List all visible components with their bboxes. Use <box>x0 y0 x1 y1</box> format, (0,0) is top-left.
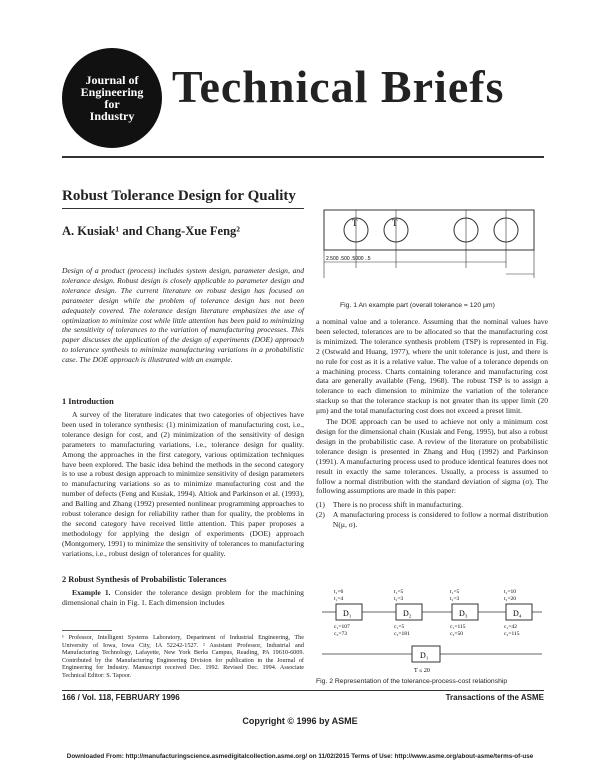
tol-annotation: t₁=6 <box>334 589 344 595</box>
section-heading-robust: 2 Robust Synthesis of Probabilistic Tolerances <box>62 575 227 584</box>
copyright: Copyright © 1996 by ASME <box>242 716 358 726</box>
cost-annotation: c₂=181 <box>394 631 410 637</box>
figure-2-caption: Fig. 2 Representation of the tolerance-process-cost relationship <box>316 678 508 685</box>
footnotes: ¹ Professor, Intelligent Systems Laboratory, Department of Industrial Engineering, The University of Iowa, Iowa City, IA 52242-1527. ² Assistant Professor, Industrial and Manufacturing Technology, Lafayette, New York Berks Campus, Reading, PA 19610-6009. Contributed by the Manufacturing Engineering Division for publication in the Journal of Engineering for Industry. Manuscript received Dec. 1992. Revised Dec. 1994. Associate Technical Editor: S. Tapoor. <box>62 634 304 679</box>
assumption-text: There is no process shift in manufacturing. <box>332 500 463 510</box>
assumption-item <box>316 500 548 510</box>
cost-annotation: c₂=50 <box>450 631 463 637</box>
example-label: Example 1. <box>72 588 111 597</box>
assumption-number: (2) <box>316 510 325 520</box>
example-text: Consider the tolerance design problem for the machining dimensional chain in Fig. 1. Each dimension includes <box>62 588 304 607</box>
intro-paragraph: A survey of the literature indicates that two categories of objectives have been used in tolerance synthesis: (1) minimization of manufacturing cost, i.e., tolerance design for cost, and (2) minimization of the sensitivity of design parameters to manufacturing variations, i.e., tolerance design for quality. Among the approaches in the first category, various optimization techniques have been explored. The basic idea behind the methods in the second category is to use a robust design approach to minimize sensitivity of design parameters to manufacturing variations so as to minimize manufacturing cost and the number of defects (Feng and Kusiak, 1994). Altiok and Parkinson et al. (1993), and Balling and Zhang (1992) presented nonlinear programming approaches to robust tolerance design for reliability rather than for quality, the problems in the second category have received little attention. This paper proposes a methodology for applying the design of experiments (DOE) approach (Montgomery, 1991) to minimize the sensitivity of tolerances to manufacturing variations, i.e., robust design of tolerances for quality. <box>62 410 304 558</box>
journal-line: Industry <box>89 109 135 123</box>
right-paragraph-1: a nominal value and a tolerance. Assuming that the nominal values have been selected, tolerances are to be allocated so that the manufacturing cost is minimized. The tolerance synthesis problem (TSP) is represented in Fig. 2 (Ostwald and Huang, 1977), where the unit tolerance is just, and there is no rule for cost as it is a relative value. The value of a tolerance depends on a machining process. Charts containing tolerance and manufacturing cost data are generally available (Feng, 1968). The robust TSP is to assign a tolerance to each dimension to minimize the variation of the tolerance stackup so that the tolerance stackup is not greater than its upper limit (20 μm) and the total manufacturing cost does not exceed a preset limit. <box>316 317 548 416</box>
footnote-rule <box>62 630 112 631</box>
figure-1-part-drawing <box>316 196 548 296</box>
section-2 <box>62 574 304 608</box>
figure-2-diagram <box>316 586 548 676</box>
footer-volume: 166 / Vol. 118, FEBRUARY 1996 <box>62 693 180 702</box>
header-rule <box>62 156 544 158</box>
total-label: T ≤ 20 <box>414 668 430 674</box>
right-column-text <box>316 317 548 530</box>
abstract: Design of a product (process) includes system design, parameter design, and tolerance design. Robust design is closely applicable to parameter design and tolerance design. The current literature on robust design has focused on parameter design while the problem of tolerance design has not been adequately covered. The tolerance design literature emphasizes the use of optimization to minimize cost while little attention has been paid to minimizing the sensitivity of tolerances to the variation of manufacturing processes. This paper discusses the application of the design of experiments (DOE) approach to tolerance synthesis to minimize manufacturing variations in a probabilistic case. The DOE approach is illustrated with an example. <box>62 266 304 365</box>
tol-annotation: t₂=3 <box>394 596 404 602</box>
block-label: D₁ <box>343 609 352 618</box>
cost-annotation: c₁=42 <box>504 624 517 630</box>
tol-annotation: t₁=10 <box>504 589 517 595</box>
fig1-label: 2.500 .500 .5000 ..5 <box>326 256 371 262</box>
journal-line: for <box>104 97 120 111</box>
part-outline <box>324 210 534 250</box>
block-label: D₂ <box>403 609 412 618</box>
fig1-label: T <box>392 218 398 228</box>
journal-line: Engineering <box>80 85 144 99</box>
journal-line: Journal of <box>85 73 139 87</box>
fig1-label: T <box>352 218 358 228</box>
footer-journal: Transactions of the ASME <box>445 693 544 702</box>
tol-annotation: t₂=3 <box>450 596 460 602</box>
footer-rule <box>62 690 544 691</box>
block-label: D₃ <box>459 609 468 618</box>
block-label: D₄ <box>513 609 522 618</box>
cost-annotation: c₁=115 <box>450 624 466 630</box>
section-heading-intro: 1 Introduction <box>62 397 114 406</box>
right-paragraph-2: The DOE approach can be used to achieve not only a minimum cost design for the dimensional chain (Kusiak and Feng, 1995), but also a robust design in the probabilistic case. A review of the literature on probabilistic tolerance design is presented in Zhang and Huq (1992) and Parkinson (1991). A manufacturing process used to produce identical features does not result in exactly the same tolerances. Usually, a process is assumed to follow a normal distribution with the standard deviation of sigma (σ). The following assumptions are made in this paper: <box>316 417 548 496</box>
cost-annotation: c₁=107 <box>334 624 350 630</box>
total-block-label: D₁ <box>420 651 429 660</box>
cost-annotation: c₂=115 <box>504 631 520 637</box>
article-title: Robust Tolerance Design for Quality <box>62 188 296 204</box>
journal-logo <box>62 48 162 148</box>
download-line: Downloaded From: http://manufacturingscience.asmedigitalcollection.asme.org/ on 11/02/2015 Terms of Use: http://www.asme.org/about-asme/terms-of-use <box>66 753 534 760</box>
title-rule <box>62 208 304 209</box>
figure-1-caption: Fig. 1 An example part (overall tolerance = 120 μm) <box>340 302 495 309</box>
tol-annotation: t₁=5 <box>450 589 460 595</box>
assumption-list <box>316 500 548 530</box>
section-heading: Technical Briefs <box>172 61 505 112</box>
assumption-number: (1) <box>316 500 325 510</box>
example-paragraph <box>62 588 304 608</box>
section-1 <box>62 396 304 559</box>
tol-annotation: t₁=4 <box>334 596 344 602</box>
assumption-item <box>316 510 548 530</box>
article-authors: A. Kusiak¹ and Chang-Xue Feng² <box>62 224 241 238</box>
cost-annotation: c₂=73 <box>334 631 347 637</box>
cost-annotation: c₁=5 <box>394 624 405 630</box>
tol-annotation: t₁=5 <box>394 589 404 595</box>
tol-annotation: t₂=20 <box>504 596 517 602</box>
assumption-text: A manufacturing process is considered to follow a normal distribution N(μ, σ). <box>332 510 548 530</box>
